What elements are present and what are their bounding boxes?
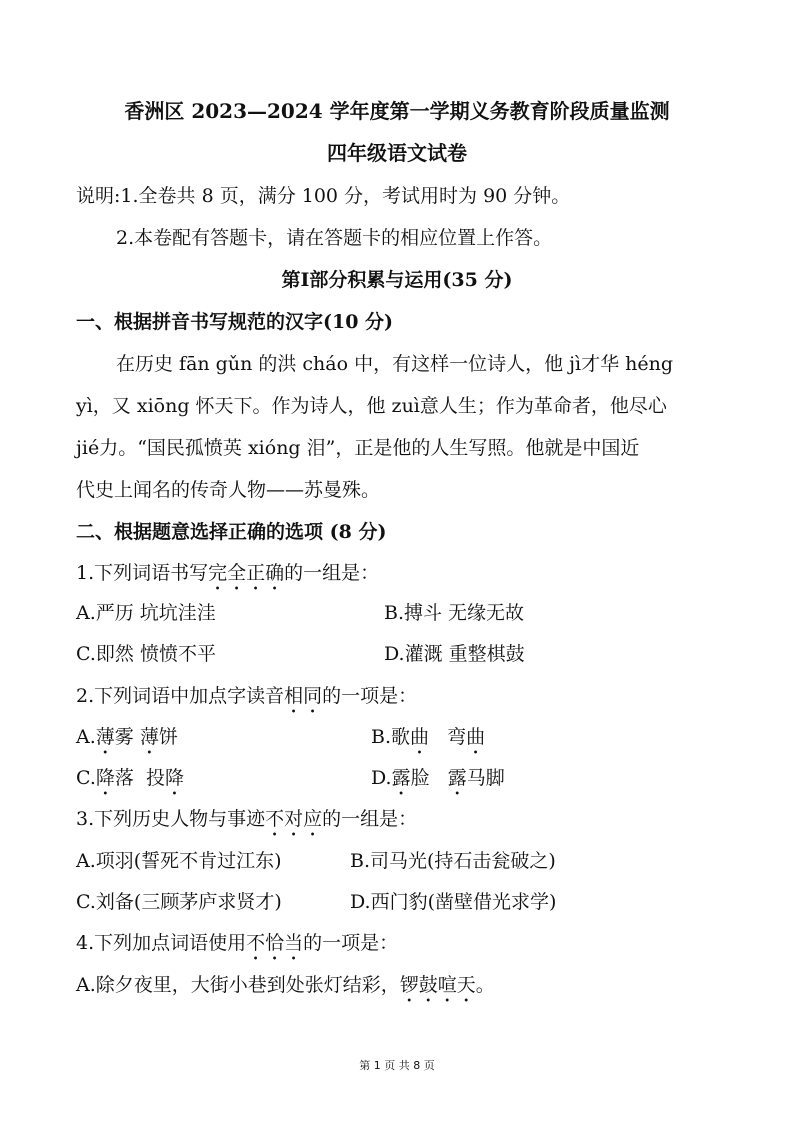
- exam-title: 香洲区 2023—2024 学年度第一学期义务教育阶段质量监测: [124, 99, 670, 123]
- section1-title: 一、根据拼音书写规范的汉字(10 分): [76, 311, 394, 333]
- question-1-stem: 1.下列词语书写完全正确的一组是：: [76, 562, 380, 584]
- section2-title: 二、根据题意选择正确的选项 (8 分): [76, 521, 387, 543]
- q3-option-b: B.司马光(持石击瓮破之): [350, 850, 556, 872]
- q1-option-b: B.搏斗 无缘无故: [384, 602, 525, 624]
- q1-option-a: A.严历 坑坑洼洼: [76, 602, 216, 624]
- q2-option-c: C.降落 投降: [76, 767, 185, 789]
- q4-option-a: A.除夕夜里，大街小巷到处张灯结彩，锣鼓喧天。: [76, 974, 495, 996]
- page-footer: 第 1 页 共 8 页: [359, 1059, 435, 1072]
- question-3-stem: 3.下列历史人物与事迹不对应的一组是：: [76, 808, 418, 830]
- q2-option-a: A.薄雾 薄饼: [76, 726, 178, 748]
- q3-option-c: C.刘备(三顾茅庐求贤才): [76, 891, 282, 913]
- q1-option-d: D.灌溉 重整棋鼓: [384, 643, 525, 665]
- emphasis-text: 不对应: [265, 808, 323, 830]
- q3-option-a: A.项羽(誓死不肯过江东): [76, 850, 282, 872]
- instructions-line-2: 2.本卷配有答题卡，请在答题卡的相应位置上作答。: [116, 227, 553, 249]
- emphasis-text: 完全正确: [208, 562, 285, 584]
- q1-option-c: C.即然 愤愤不平: [76, 643, 216, 665]
- passage-line: jié力。“国民孤愤英 xióng 泪”，正是他的人生写照。他就是中国近: [76, 437, 640, 459]
- passage-line: yì，又 xiōng 怀天下。作为诗人，他 zuì意人生；作为革命者，他尽心: [76, 395, 667, 417]
- q2-option-b: B.歌曲 弯曲: [371, 726, 486, 748]
- question-4-stem: 4.下列加点词语使用不恰当的一项是：: [76, 932, 399, 954]
- instructions-line-1: 说明:1.全卷共 8 页，满分 100 分，考试用时为 90 分钟。: [76, 185, 571, 207]
- passage-line: 在历史 fān gǔn 的洪 cháo 中，有这样一位诗人，他 jì才华 héng: [116, 353, 674, 375]
- part1-title: 第Ⅰ部分积累与运用(35 分): [281, 269, 513, 291]
- emphasis-text: 相同: [284, 685, 323, 707]
- emphasis-text: 不恰当: [246, 932, 304, 954]
- q3-option-d: D.西门豹(凿壁借光求学): [350, 891, 557, 913]
- q2-option-d: D.露脸 露马脚: [371, 767, 505, 789]
- exam-subtitle: 四年级语文试卷: [327, 141, 467, 165]
- question-2-stem: 2.下列词语中加点字读音相同的一项是：: [76, 685, 418, 707]
- emphasis-text: 锣鼓喧天: [399, 974, 476, 996]
- passage-line: 代史上闻名的传奇人物——苏曼殊。: [76, 479, 381, 501]
